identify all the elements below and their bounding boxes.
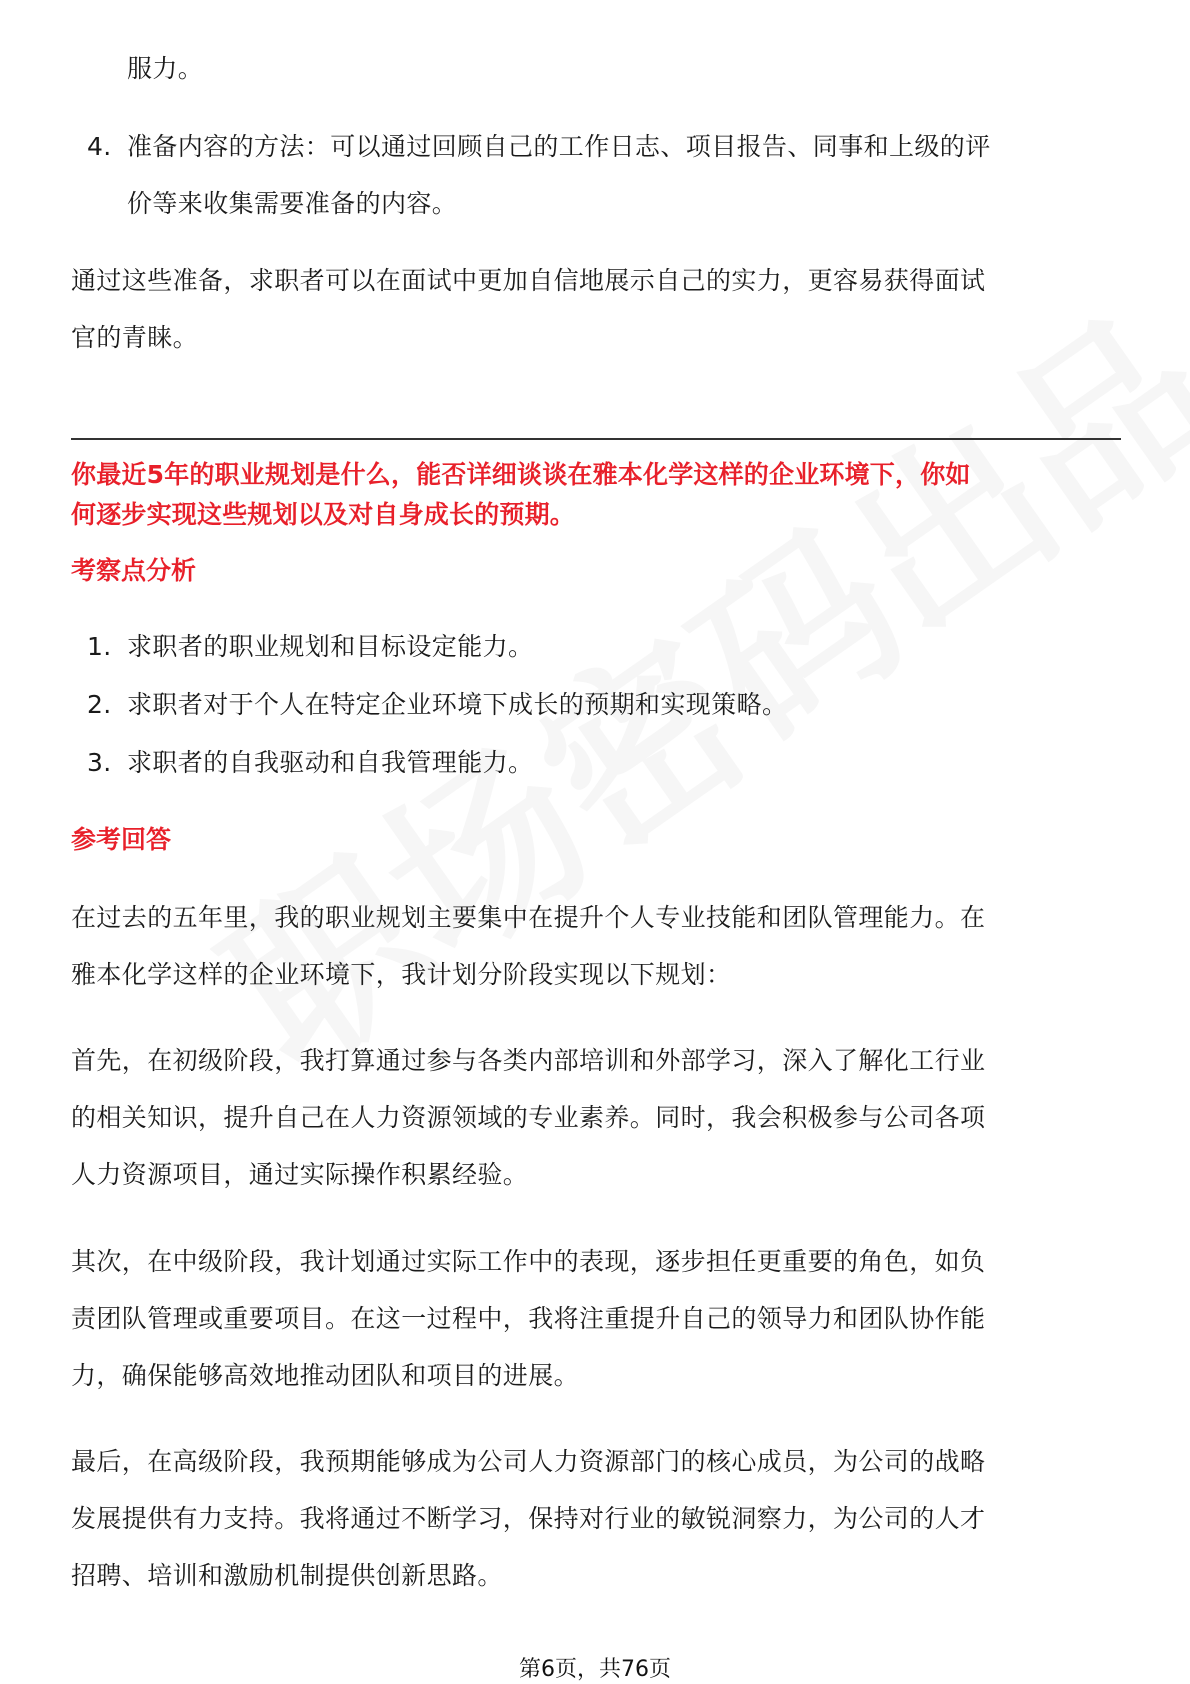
answer-paragraph-2: 首先，在初级阶段，我打算通过参与各类内部培训和外部学习，深入了解化工行业 的相关知识，提升自己在人力资源领域的专业素养。同时，我会积极参与公司各项 人力资源项目，通过实际操作积累经验。 (71, 1046, 986, 1189)
answer-paragraph-3: 其次，在中级阶段，我计划通过实际工作中的表现，逐步担任更重要的角色，如负 责团队管理或重要项目。在这一过程中，我将注重提升自己的领导力和团队协作能 力，确保能够高效地推动团队和项目的进展。 (71, 1247, 986, 1390)
list-item-text: 准备内容的方法：可以通过回顾自己的工作日志、项目报告、同事和上级的评 价等来收集需要准备的内容。 (127, 132, 991, 218)
analysis-title: 考察点分析 (71, 556, 197, 585)
analysis-item-1: 1. 求职者的职业规划和目标设定能力。 (87, 632, 534, 661)
section-divider (71, 438, 1121, 440)
list-number: 4. (87, 132, 112, 161)
list-item-4 (87, 118, 1121, 232)
answer-title: 参考回答 (71, 825, 172, 854)
answer-paragraph-4: 最后，在高级阶段，我预期能够成为公司人力资源部门的核心成员，为公司的战略 发展提供有力支持。我将通过不断学习，保持对行业的敏锐洞察力，为公司的人才 招聘、培训和激励机制提供创新思路。 (71, 1447, 986, 1590)
answer-paragraph-1: 在过去的五年里，我的职业规划主要集中在提升个人专业技能和团队管理能力。在 雅本化学这样的企业环境下，我计划分阶段实现以下规划： (71, 903, 986, 989)
question-heading: 你最近5年的职业规划是什么，能否详细谈谈在雅本化学这样的企业环境下，你如 何逐步实现这些规划以及对自身成长的预期。 (71, 460, 971, 529)
analysis-item-2: 2. 求职者对于个人在特定企业环境下成长的预期和实现策略。 (87, 690, 788, 719)
summary-paragraph: 通过这些准备，求职者可以在面试中更加自信地展示自己的实力，更容易获得面试 官的青睐。 (71, 266, 986, 352)
page-number-footer: 第6页，共76页 (519, 1657, 671, 1682)
analysis-item-3: 3. 求职者的自我驱动和自我管理能力。 (87, 748, 534, 777)
item-3-continuation: 服力。 (127, 54, 204, 83)
